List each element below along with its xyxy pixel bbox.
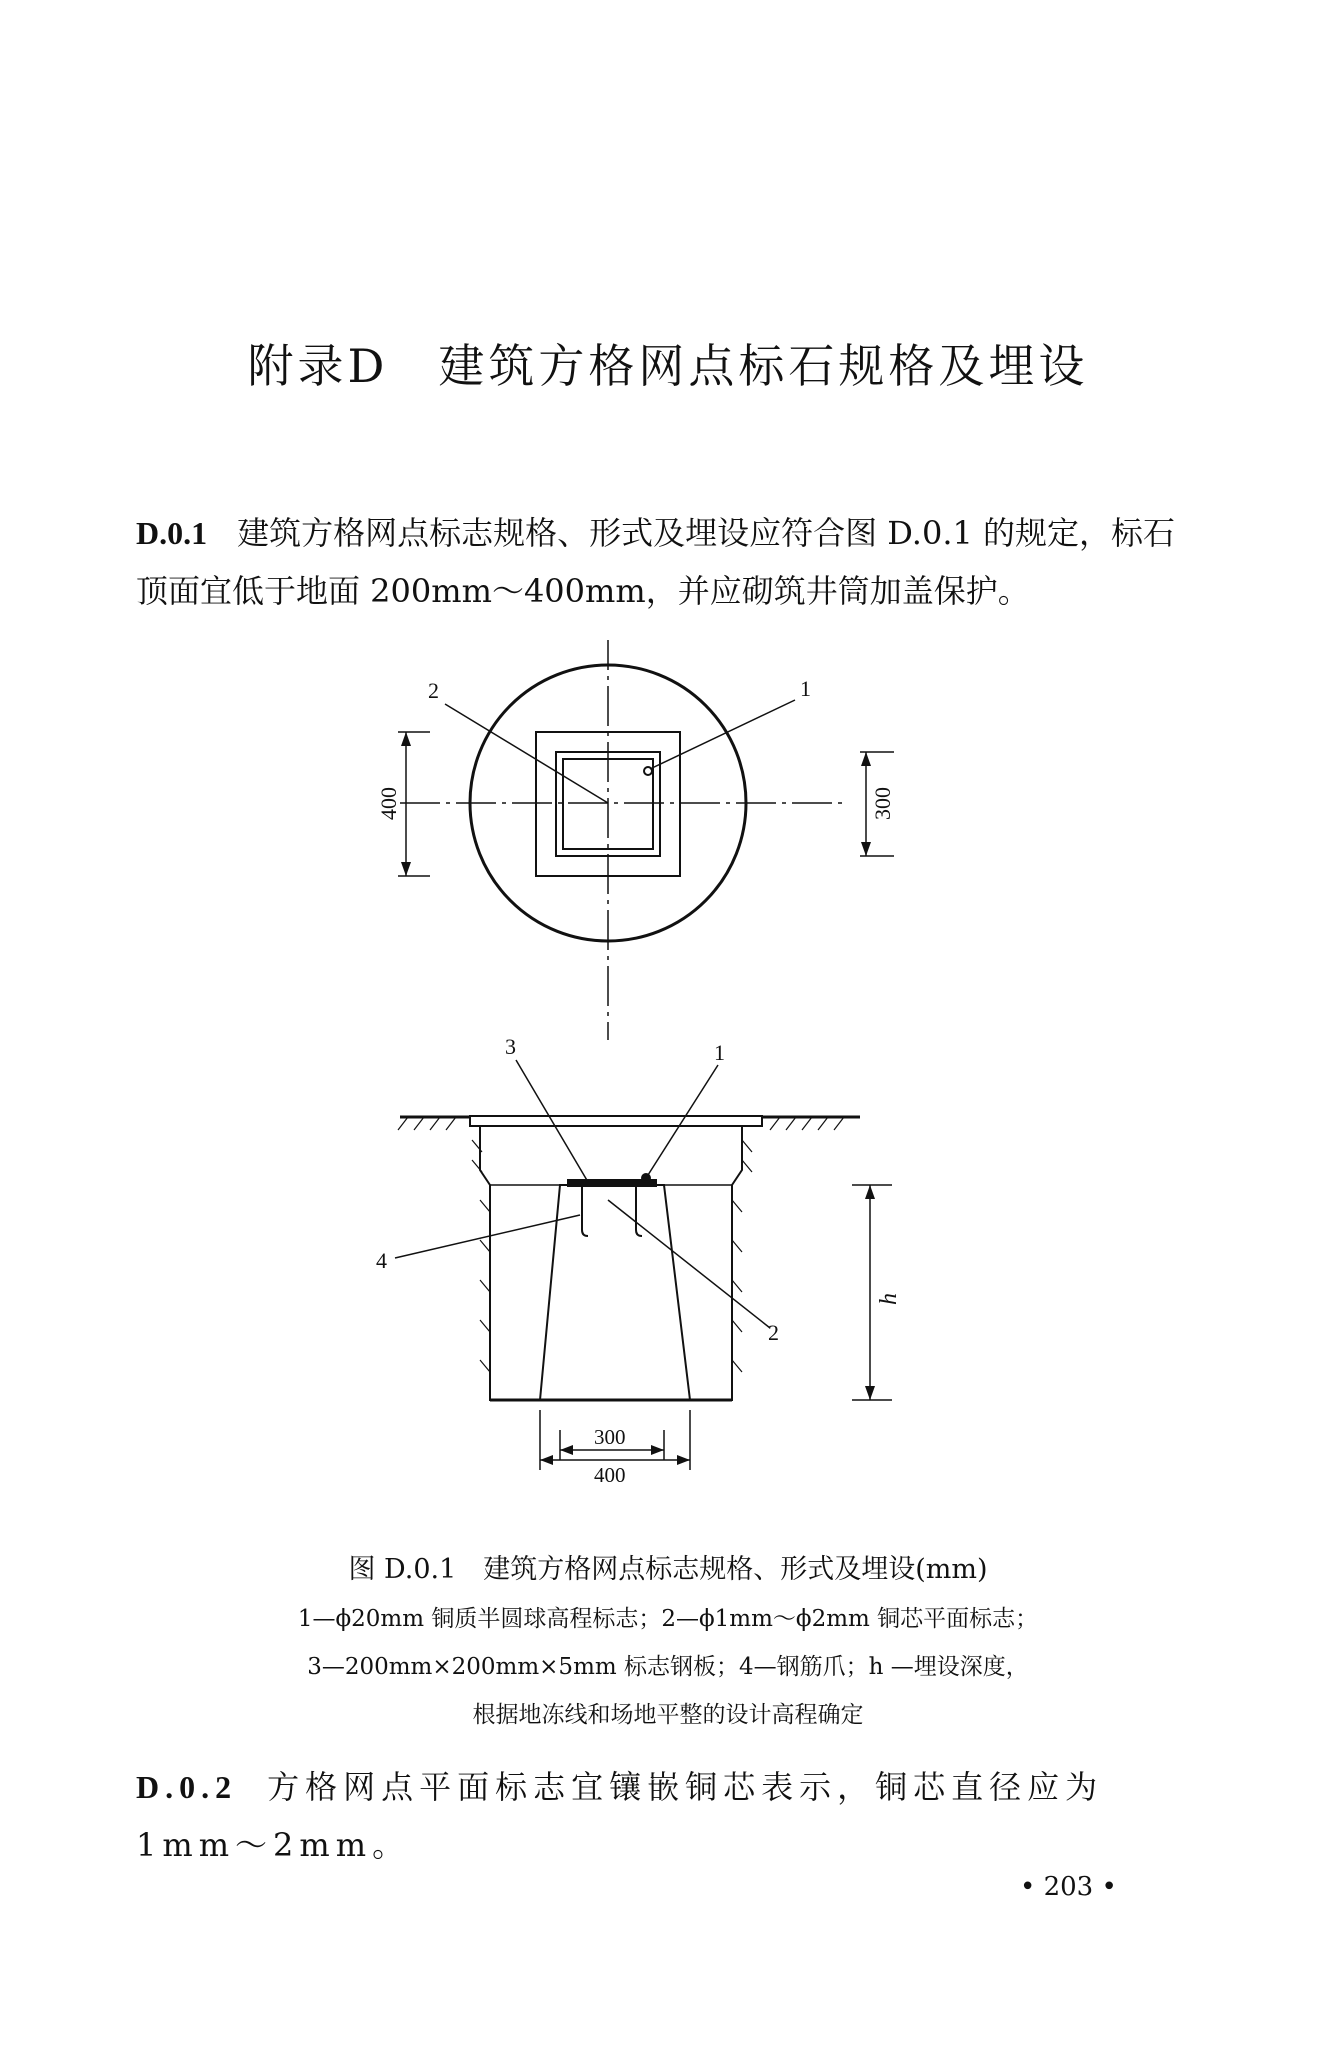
section-leader-4 (395, 1215, 580, 1258)
appendix-title: 附录D 建筑方格网点标石规格及埋设 (247, 339, 1089, 393)
section-text: 方格网点平面标志宜镶嵌铜芯表示，铜芯直径应为1mm～2mm。 (136, 1768, 1104, 1864)
well-cover (470, 1116, 762, 1126)
figure-note-line: 根据地冻线和场地平整的设计高程确定 (472, 1702, 864, 1728)
section-text: 建筑方格网点标志规格、形式及埋设应符合图 D.0.1 的规定，标石顶面宜低于地面 200mm～400mm，并应砌筑井筒加盖保护。 (136, 514, 1176, 610)
section-elevation-mark (642, 1174, 650, 1182)
plan-label-1: 1 (800, 676, 811, 701)
section-d02 (136, 1758, 1176, 1874)
steel-claw-right (636, 1186, 642, 1236)
plan-leader-1 (650, 700, 795, 769)
section-label-1: 1 (714, 1040, 725, 1065)
section-leader-2 (608, 1200, 770, 1328)
dim-300-label: 300 (594, 1425, 626, 1449)
dim-400-label: 400 (594, 1463, 626, 1487)
steel-claw-left (582, 1186, 588, 1236)
pit-wall-left (480, 1126, 540, 1400)
section-label-4: 4 (376, 1248, 387, 1273)
section-leader-3 (516, 1060, 588, 1182)
section-label-3: 3 (505, 1034, 516, 1059)
section-d01 (136, 504, 1176, 620)
pit-wall-right (690, 1126, 742, 1400)
plan-label-2: 2 (428, 678, 439, 703)
section-leader-1 (648, 1065, 718, 1175)
section-number: D.0.1 (136, 515, 208, 551)
plan-dim-300: 300 (870, 787, 895, 820)
plan-view (398, 640, 894, 1040)
section-label-2: 2 (768, 1320, 779, 1345)
figure-note-line: 3—200mm×200mm×5mm 标志钢板；4—钢筋爪；h —埋设深度， (307, 1654, 1029, 1680)
section-number: D.0.2 (136, 1769, 238, 1805)
stone-body (540, 1185, 690, 1400)
plan-dim-400: 400 (376, 787, 401, 820)
section-view (395, 1060, 892, 1470)
figure-d01 (0, 640, 1336, 1560)
figure-note-line: 1—ϕ20mm 铜质半圆球高程标志；2—ϕ1mm～ϕ2mm 铜芯平面标志； (297, 1606, 1039, 1632)
figure-caption: 图 D.0.1 建筑方格网点标志规格、形式及埋设(mm) (348, 1554, 988, 1585)
dim-h-label: h (876, 1293, 902, 1305)
page-number: • 203 • (1020, 1872, 1117, 1902)
